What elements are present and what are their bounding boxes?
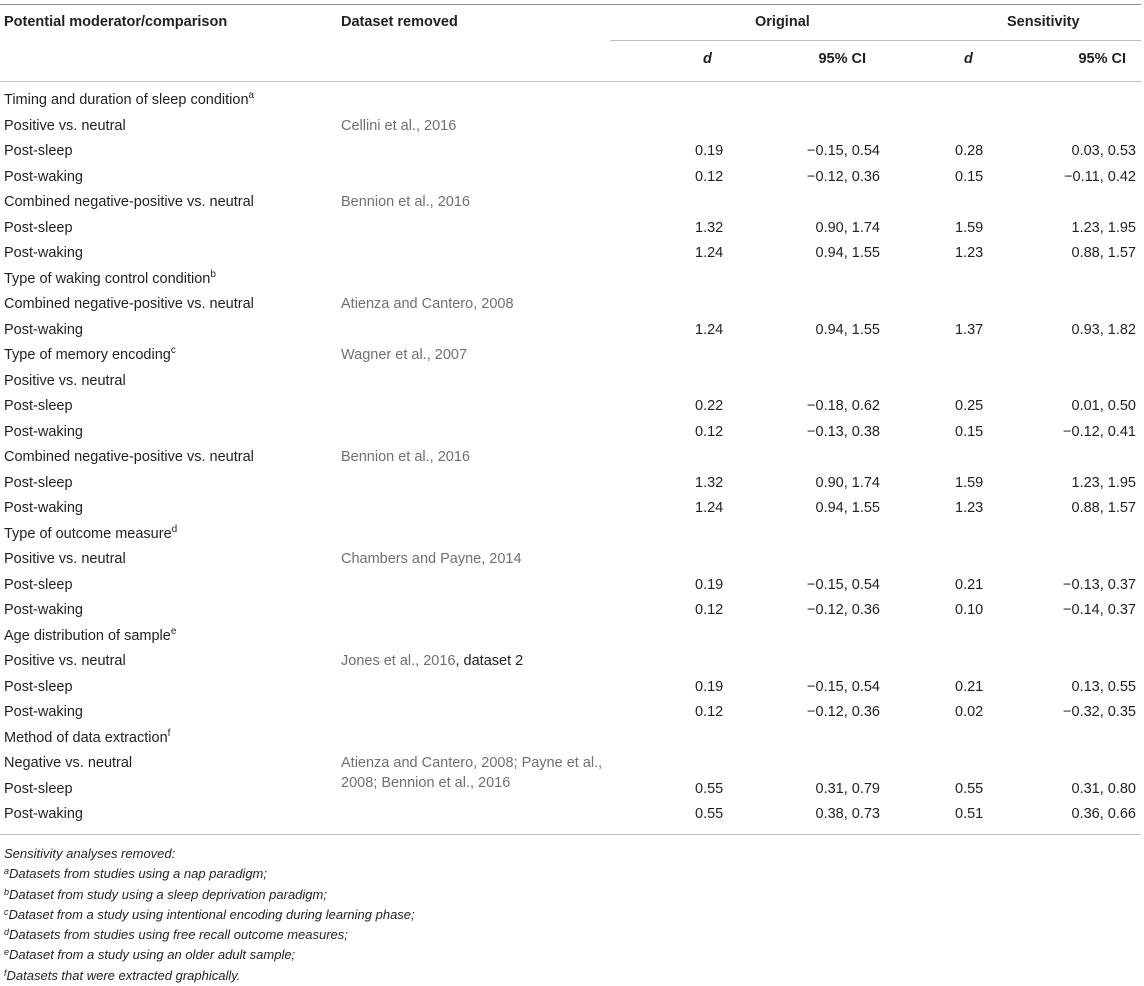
table-row — [0, 421, 1144, 447]
dataset-removed-text: Bennion et al., 2016 — [341, 194, 470, 210]
sensitivity-d: 1.59 — [955, 219, 984, 236]
footnote-letter: d — [4, 927, 10, 938]
row-label — [4, 118, 126, 134]
sensitivity-ci: 0.01, 0.50 — [1071, 398, 1136, 414]
row-label-text: Post-waking — [4, 602, 83, 618]
footnote-marker: e — [170, 625, 177, 637]
table-row — [0, 548, 1144, 574]
original-ci: −0.12, 0.36 — [807, 704, 880, 720]
row-label — [4, 268, 216, 287]
original-group-rule — [610, 40, 944, 41]
sensitivity-ci: −0.11, 0.42 — [1064, 168, 1136, 185]
footnote — [4, 885, 415, 905]
dataset-removed-text: Atienza and Cantero, 2008; Payne et al., — [341, 755, 603, 771]
row-label — [4, 577, 73, 593]
row-label-text: Post-waking — [4, 168, 83, 185]
original-ci-header: 95% CI — [818, 51, 866, 67]
original-ci: −0.15, 0.54 — [807, 143, 880, 159]
sensitivity-ci: 1.23, 1.95 — [1071, 474, 1136, 491]
table-row — [0, 472, 1144, 498]
sensitivity-ci: −0.12, 0.41 — [1063, 423, 1136, 440]
table-row — [0, 395, 1144, 421]
footnote-text: Datasets from studies using free recall outcome measures; — [9, 927, 348, 943]
sensitivity-d: 1.23 — [955, 245, 984, 261]
row-label — [4, 653, 126, 669]
row-label — [4, 92, 254, 108]
row-label-text: Combined negative-positive vs. neutral — [4, 449, 254, 465]
original-ci: −0.12, 0.36 — [807, 168, 880, 185]
table-row — [0, 242, 1144, 268]
row-label — [4, 169, 83, 185]
row-label — [4, 296, 254, 312]
original-ci: 0.90, 1.74 — [815, 219, 880, 236]
table-row — [0, 217, 1144, 243]
row-label — [4, 727, 171, 746]
row-label — [4, 625, 177, 644]
footnote-text: Datasets that were extracted graphically. — [6, 967, 241, 983]
footnote-letter: e — [4, 947, 10, 958]
footnote — [4, 925, 415, 945]
header-original: Original — [755, 14, 810, 30]
sensitivity-ci: −0.13, 0.37 — [1063, 576, 1136, 593]
table-row — [0, 446, 1144, 472]
row-label-text: Post-waking — [4, 500, 83, 516]
original-ci: −0.15, 0.54 — [807, 678, 880, 695]
table-row — [0, 268, 1144, 294]
sensitivity-d: 0.28 — [955, 143, 984, 159]
sensitivity-ci: 0.31, 0.80 — [1071, 780, 1136, 797]
footnote — [4, 945, 415, 965]
sensitivity-d: 1.59 — [955, 474, 984, 491]
sensitivity-d-header: d — [964, 51, 973, 67]
dataset-removed — [341, 194, 470, 210]
sensitivity-d: 0.21 — [955, 678, 984, 695]
original-d: 0.55 — [695, 780, 724, 797]
sensitivity-ci: 0.03, 0.53 — [1071, 143, 1136, 159]
table-row — [0, 574, 1144, 600]
table-row — [0, 115, 1144, 141]
row-label — [4, 755, 132, 771]
table-row — [0, 523, 1144, 549]
sensitivity-d: 0.21 — [955, 576, 984, 593]
table-row — [0, 701, 1144, 727]
table-row — [0, 293, 1144, 319]
original-d-header: d — [703, 51, 712, 67]
original-ci: 0.31, 0.79 — [815, 780, 880, 797]
dataset-removed-text: Bennion et al., 2016 — [341, 449, 470, 465]
row-label-text: Post-sleep — [4, 678, 73, 695]
header-bottom-rule — [0, 81, 1141, 82]
table-row — [0, 497, 1144, 523]
original-ci: 0.90, 1.74 — [815, 474, 880, 491]
table-row — [0, 344, 1144, 370]
row-label-text: Combined negative-positive vs. neutral — [4, 296, 254, 312]
footnote-marker: c — [170, 345, 176, 356]
row-label-text: Post-sleep — [4, 219, 73, 236]
footnote-letter: a — [4, 866, 10, 877]
original-d: 1.24 — [695, 500, 724, 516]
footnote-marker: f — [167, 727, 171, 739]
sensitivity-group-rule — [944, 40, 1141, 41]
sensitivity-d: 0.02 — [955, 704, 984, 720]
table-body — [0, 89, 1144, 829]
row-label-text: Negative vs. neutral — [4, 755, 133, 771]
dataset-removed — [341, 551, 522, 567]
row-label-text: Post-sleep — [4, 398, 73, 414]
dataset-removed — [341, 296, 514, 312]
row-label — [4, 806, 83, 822]
dataset-removed — [341, 118, 456, 134]
sensitivity-ci: 0.13, 0.55 — [1071, 678, 1136, 695]
row-label-text: Type of outcome measure — [4, 525, 172, 542]
original-ci: 0.38, 0.73 — [815, 806, 880, 822]
sensitivity-d: 0.25 — [955, 398, 984, 414]
table-row — [0, 89, 1144, 115]
row-label-text: Post-waking — [4, 321, 83, 338]
footnote — [4, 966, 415, 986]
row-label-text: Combined negative-positive vs. neutral — [4, 194, 254, 210]
row-label — [4, 347, 176, 363]
sensitivity-d: 0.10 — [955, 602, 984, 618]
original-ci: 0.94, 1.55 — [815, 245, 880, 261]
original-d: 0.12 — [695, 423, 724, 440]
footnote-marker: a — [248, 90, 255, 101]
header-moderator: Potential moderator/comparison — [4, 14, 228, 30]
row-label-text: Positive vs. neutral — [4, 551, 126, 567]
table-footnotes — [4, 844, 415, 986]
table-bottom-rule — [0, 834, 1141, 835]
table-row — [0, 727, 1144, 753]
row-label-text: Method of data extraction — [4, 729, 168, 746]
original-d: 1.24 — [695, 245, 724, 261]
original-d: 0.19 — [695, 576, 724, 593]
footnote — [4, 864, 415, 884]
row-label-text: Age distribution of sample — [4, 627, 171, 644]
table-row — [0, 166, 1144, 192]
row-label-text: Post-waking — [4, 423, 83, 440]
table-row — [0, 625, 1144, 651]
footnote-letter: c — [4, 906, 9, 917]
table-row — [0, 778, 1144, 804]
dataset-removed-text: Jones et al., 2016 — [341, 653, 456, 669]
original-ci: −0.12, 0.36 — [807, 602, 880, 618]
row-label-text: Post-sleep — [4, 143, 73, 159]
row-label-text: Post-waking — [4, 704, 83, 720]
row-label — [4, 602, 83, 618]
original-ci: −0.15, 0.54 — [807, 576, 880, 593]
row-label — [4, 679, 73, 695]
original-ci: −0.18, 0.62 — [807, 398, 880, 414]
row-label-text: Type of memory encoding — [4, 347, 171, 363]
dataset-removed — [341, 347, 467, 363]
row-label-text: Post-waking — [4, 245, 83, 261]
table-row — [0, 803, 1144, 829]
original-d: 1.32 — [695, 474, 724, 491]
row-label — [4, 245, 83, 261]
row-label — [4, 424, 83, 440]
row-label-text: Post-sleep — [4, 780, 73, 797]
footnote-intro: Sensitivity analyses removed: — [4, 846, 176, 861]
dataset-removed-text: Cellini et al., 2016 — [341, 117, 457, 134]
footnote-text: Datasets from studies using a nap paradigm; — [9, 866, 267, 882]
row-label — [4, 398, 73, 414]
row-label — [4, 220, 73, 236]
dataset-removed-text: Atienza and Cantero, 2008 — [341, 296, 514, 312]
sensitivity-ci: 0.88, 1.57 — [1071, 500, 1136, 516]
table-row — [0, 140, 1144, 166]
row-label-text: Post-waking — [4, 806, 83, 822]
footnote-letter: b — [4, 886, 10, 897]
sensitivity-ci: 0.93, 1.82 — [1071, 321, 1136, 338]
row-label — [4, 449, 254, 465]
row-label — [4, 781, 73, 797]
table-top-rule — [0, 4, 1141, 5]
sensitivity-ci-header: 95% CI — [1078, 51, 1126, 67]
row-label — [4, 475, 73, 491]
dataset-removed-text: Wagner et al., 2007 — [341, 347, 468, 363]
original-d: 0.22 — [695, 398, 724, 414]
sensitivity-ci: 1.23, 1.95 — [1071, 219, 1136, 236]
row-label — [4, 322, 83, 338]
row-label-text: Positive vs. neutral — [4, 653, 126, 669]
row-label — [4, 500, 83, 516]
footnote-marker: b — [210, 268, 216, 280]
original-d: 0.19 — [695, 678, 724, 695]
footnote-marker: d — [171, 523, 178, 535]
original-ci: −0.13, 0.38 — [807, 423, 880, 440]
footnote-text: Dataset from a study using intentional encoding during learning phase; — [8, 906, 415, 922]
table-row — [0, 319, 1144, 345]
original-d: 0.19 — [695, 143, 724, 159]
row-label-text: Post-sleep — [4, 474, 73, 491]
row-label-text: Positive vs. neutral — [4, 372, 126, 389]
table-row — [0, 191, 1144, 217]
sensitivity-d: 0.51 — [955, 806, 984, 822]
sensitivity-d: 0.15 — [955, 168, 984, 185]
row-label — [4, 194, 254, 210]
sensitivity-d: 0.15 — [955, 423, 984, 440]
sensitivity-ci: −0.32, 0.35 — [1063, 704, 1136, 720]
row-label — [4, 143, 73, 159]
row-label-text: Type of waking control condition — [4, 270, 211, 287]
table-row — [0, 650, 1144, 676]
original-d: 1.24 — [695, 321, 724, 338]
original-ci: 0.94, 1.55 — [815, 500, 880, 516]
original-d: 1.32 — [695, 219, 724, 236]
table-row — [0, 370, 1144, 396]
table-row — [0, 676, 1144, 702]
original-d: 0.12 — [695, 704, 724, 720]
row-label — [4, 704, 83, 720]
row-label — [4, 373, 126, 389]
original-d: 0.12 — [695, 168, 724, 185]
footnote-letter: f — [4, 967, 7, 978]
dataset-removed — [341, 653, 523, 669]
sensitivity-ci: −0.14, 0.37 — [1063, 602, 1136, 618]
header-sensitivity: Sensitivity — [1007, 14, 1080, 30]
header-dataset-removed: Dataset removed — [341, 14, 458, 30]
sensitivity-ci: 0.36, 0.66 — [1071, 806, 1136, 822]
sensitivity-ci: 0.88, 1.57 — [1071, 245, 1136, 261]
table-row — [0, 599, 1144, 625]
dataset-removed-line2: 2008; Bennion et al., 2016 — [341, 775, 511, 791]
dataset-suffix: , dataset 2 — [455, 653, 524, 669]
dataset-removed — [341, 449, 470, 465]
original-d: 0.55 — [695, 806, 724, 822]
row-label-text: Post-sleep — [4, 576, 73, 593]
sensitivity-d: 1.37 — [955, 321, 984, 338]
dataset-removed-text: Chambers and Payne, 2014 — [341, 551, 522, 567]
footnote-text: Dataset from study using a sleep deprivation paradigm; — [9, 886, 327, 902]
row-label-text: Positive vs. neutral — [4, 117, 126, 134]
footnote-text: Dataset from a study using an older adult sample; — [9, 947, 296, 963]
footnote — [4, 905, 415, 925]
row-label — [4, 551, 126, 567]
original-d: 0.12 — [695, 602, 724, 618]
row-label-text: Timing and duration of sleep condition — [4, 92, 249, 108]
sensitivity-d: 1.23 — [955, 500, 984, 516]
row-label — [4, 523, 178, 542]
original-ci: 0.94, 1.55 — [815, 321, 880, 338]
sensitivity-d: 0.55 — [955, 780, 984, 797]
